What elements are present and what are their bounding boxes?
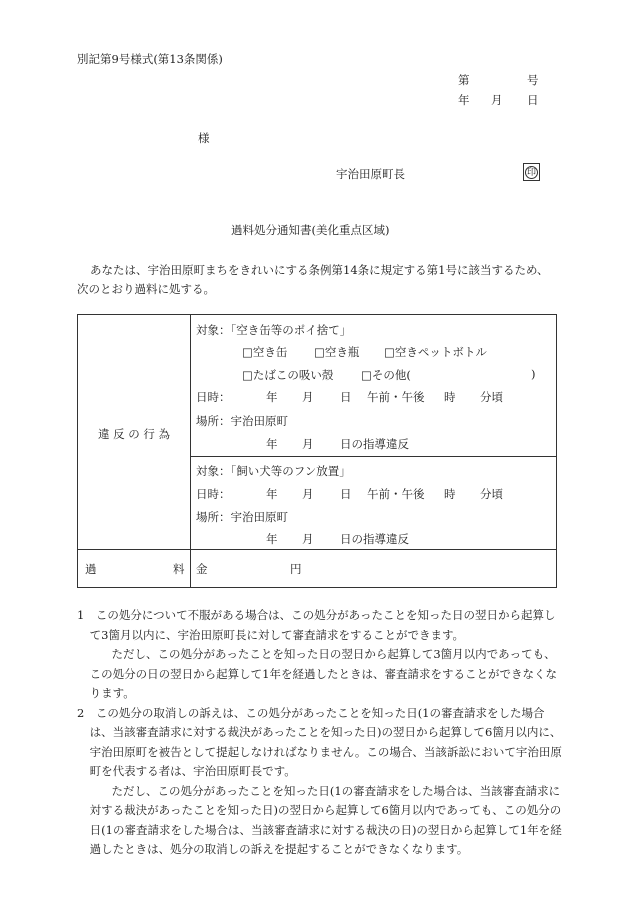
option-other-checkbox[interactable]: □その他( [361, 368, 411, 382]
notes-section [77, 606, 563, 860]
fine-label-right: 料 [173, 562, 185, 576]
section1-day: 日 [340, 390, 352, 404]
note-1-proviso: ただし、この処分があったことを知った日の翌日から起算して3箇月以内であっても、この処分の日の翌日から起算して1年を経過したときは、審査請求をすることができなくなります。 [89, 647, 557, 700]
form-reference: 別記第9号様式(第13条関係) [77, 52, 223, 66]
date-month: 月 [491, 93, 503, 107]
section2-guide-text: 日の指導違反 [340, 532, 409, 546]
option-pet-checkbox[interactable]: □空きペットボトル [384, 345, 487, 359]
note-2-proviso: ただし、この処分があったことを知った日(1の審査請求をした場合は、当該審査請求に対する裁決があったことを知った日)の翌日から起算して6箇月以内であっても、この処分の日(1の審査請求をした場合は、当該審査請求に対する裁決の日)の翌日から起算して1年を経過したときは、処分の取消しの訴えを提起することができなくなります。 [89, 783, 562, 856]
document-title: 過料処分通知書(美化重点区域) [231, 223, 390, 237]
section1-month: 月 [302, 390, 314, 404]
section1-minute: 分頃 [480, 390, 503, 404]
section1-guide-year: 年 [266, 437, 278, 451]
note-1: 1 この処分について不服がある場合は、この処分があったことを知った日の翌日から起算して3箇月以内に、宇治田原町長に対して審査請求をすることができます。 [77, 608, 556, 642]
section2-hour: 時 [444, 487, 456, 501]
section-divider [190, 456, 556, 457]
option-bottle-checkbox[interactable]: □空き瓶 [314, 345, 360, 359]
number-suffix: 号 [527, 73, 539, 87]
issuer-name: 宇治田原町長 [336, 167, 405, 181]
section1-ampm: 午前・午後 [367, 390, 425, 404]
table-column-divider [190, 315, 191, 587]
section2-datetime-label: 日時： [196, 487, 231, 501]
section1-year: 年 [266, 390, 278, 404]
date-day: 日 [527, 93, 539, 107]
number-prefix: 第 [458, 73, 470, 87]
option-other-close: ) [531, 367, 536, 381]
recipient-suffix: 様 [198, 131, 210, 145]
section1-hour: 時 [444, 390, 456, 404]
section2-minute: 分頃 [480, 487, 503, 501]
section2-guide-month: 月 [302, 532, 314, 546]
section1-guide-month: 月 [302, 437, 314, 451]
section2-day: 日 [340, 487, 352, 501]
section2-subject: 対象：「飼い犬等のフン放置」 [196, 464, 351, 478]
section2-year: 年 [266, 487, 278, 501]
fine-amount-prefix: 金 [196, 562, 208, 576]
section2-month: 月 [302, 487, 314, 501]
intro-line-2: 次のとおり過料に処する。 [77, 282, 215, 296]
seal-stamp: 印 [523, 163, 540, 181]
option-can-checkbox[interactable]: □空き缶 [242, 345, 288, 359]
date-year: 年 [458, 93, 470, 107]
option-cigarette-checkbox[interactable]: □たばこの吸い殻 [242, 368, 334, 382]
section1-guide-text: 日の指導違反 [340, 437, 409, 451]
intro-line-1: あなたは、宇治田原町まちをきれいにする条例第14条に規定する第1号に該当するため、 [90, 263, 549, 277]
section2-guide-year: 年 [266, 532, 278, 546]
violation-table [77, 314, 557, 588]
violation-label: 違 反 の 行 為 [97, 427, 171, 441]
section1-place: 場所：宇治田原町 [196, 414, 288, 428]
section1-datetime-label: 日時： [196, 390, 231, 404]
section2-ampm: 午前・午後 [367, 487, 425, 501]
fine-label-left: 過 [85, 562, 97, 576]
section2-place: 場所：宇治田原町 [196, 510, 288, 524]
fine-row-divider [78, 549, 556, 550]
note-2: 2 この処分の取消しの訴えは、この処分があったことを知った日(1の審査請求をした場合は、当該審査請求に対する裁決があったことを知った日)の翌日から起算して6箇月以内に、宇治田原町を被告として提起しなければなりません。この場合、当該訴訟において宇治田原町を代表する者は、宇治田原町長です。 [77, 705, 562, 778]
section1-subject: 対象：「空き缶等のポイ捨て」 [196, 323, 352, 337]
fine-amount-suffix: 円 [290, 562, 302, 576]
